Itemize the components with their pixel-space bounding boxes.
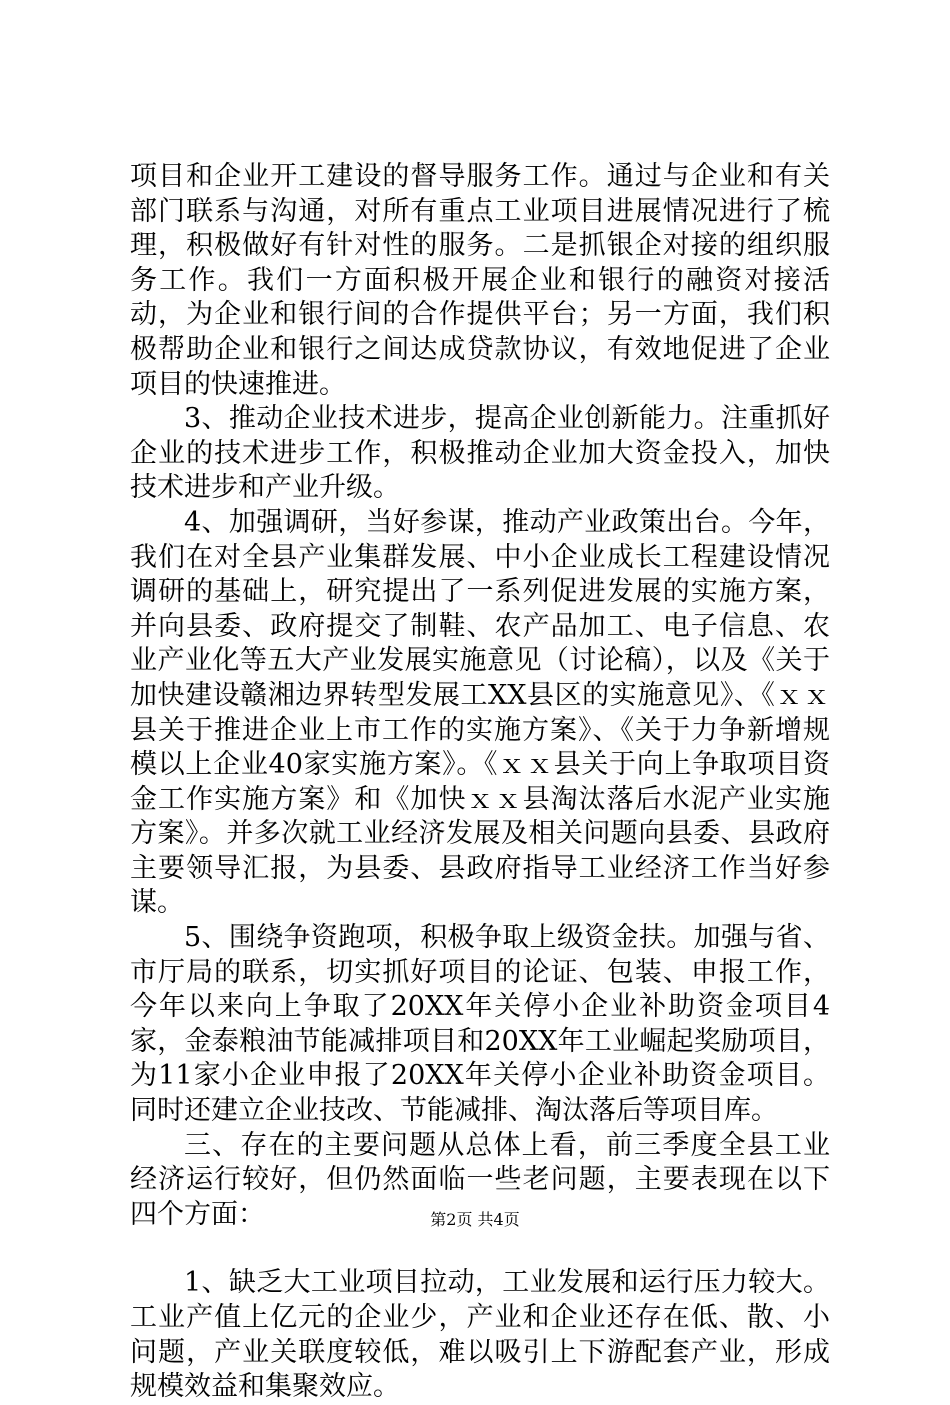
paragraph-section-3: 三、存在的主要问题从总体上看，前三季度全县工业经济运行较好，但仍然面临一些老问题，主要表现在以下四个方面：	[130, 1129, 830, 1230]
paragraph-item-4: 4、加强调研，当好参谋，推动产业政策出台。今年，我们在对全县产业集群发展、中小企业成长工程建设情况调研的基础上，研究提出了一系列促进发展的实施方案，并向县委、政府提交了制鞋、农产品加工、电子信息、农业产业化等五大产业发展实施意见（讨论稿），以及《关于加快建设赣湘边界转型发展工XX县区的实施意见》、《ｘｘ县关于推进企业上市工作的实施方案》、《关于力争新增规模以上企业40家实施方案》。《ｘｘ县关于向上争取项目资金工作实施方案》和《加快ｘｘ县淘汰落后水泥产业实施方案》。并多次就工业经济发展及相关问题向县委、县政府主要领导汇报，为县委、县政府指导工业经济工作当好参谋。	[130, 506, 830, 919]
paragraph-services: 项目和企业开工建设的督导服务工作。通过与企业和有关部门联系与沟通，对所有重点工业项目进展情况进行了梳理，积极做好有针对性的服务。二是抓银企对接的组织服务工作。我们一方面积极开展企业和银行的融资对接活动，为企业和银行间的合作提供平台；另一方面，我们积极帮助企业和银行之间达成贷款协议，有效地促进了企业项目的快速推进。	[130, 161, 830, 400]
paragraph-item-5: 5、围绕争资跑项，积极争取上级资金扶。加强与省、市厅局的联系，切实抓好项目的论证、包装、申报工作，今年以来向上争取了20XX年关停小企业补助资金项目4家，金泰粮油节能减排项目和20XX年工业崛起奖励项目，为11家小企业申报了20XX年关停小企业补助资金项目。同时还建立企业技改、节能减排、淘汰落后等项目库。	[130, 922, 830, 1127]
paragraph-problem-1: 1、缺乏大工业项目拉动，工业发展和运行压力较大。工业产值上亿元的企业少，产业和企业还存在低、散、小问题，产业关联度较低，难以吸引上下游配套产业，形成规模效益和集聚效应。	[130, 1267, 830, 1403]
paragraph-item-3: 3、推动企业技术进步，提高企业创新能力。注重抓好企业的技术进步工作，积极推动企业加大资金投入，加快技术进步和产业升级。	[130, 403, 830, 504]
page-number: 第2页 共4页	[430, 1210, 520, 1229]
